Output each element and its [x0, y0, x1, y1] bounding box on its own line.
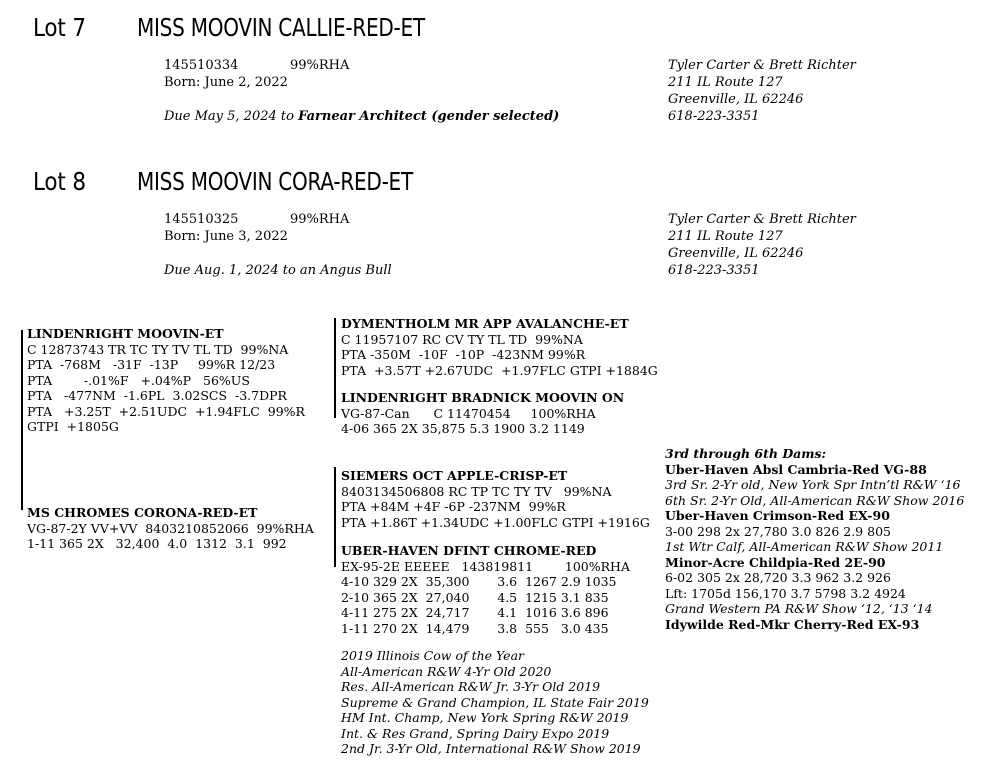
lot-8-details: [164, 211, 392, 279]
lot-8-name: MISS MOOVIN CORA-RED-ET: [137, 167, 413, 196]
pedigree-sire-sire: [341, 316, 658, 378]
pedigree-bracket-sire: [334, 318, 336, 418]
dam-line: VG-87-2Y VV+VV 8403210852066 99%RHA: [27, 520, 314, 536]
lot-7-consignor-phone: 618-223-3351: [668, 109, 760, 124]
dam-sire-line: PTA +84M +4F -6P -237NM 99%R: [341, 499, 566, 514]
dam-sire-line: PTA +1.86T +1.34UDC +1.00FLC GTPI +1916G: [341, 514, 650, 530]
sire-line: PTA +3.25T +2.51UDC +1.94FLC 99%R: [27, 403, 305, 419]
lot-8-consignor-name: Tyler Carter & Brett Richter: [668, 212, 856, 227]
dam-dam-honor: 2019 Illinois Cow of the Year: [341, 648, 525, 663]
sire-line: C 12873743 TR TC TY TV TL TD 99%NA: [27, 341, 289, 357]
dam-5-note: 6-02 305 2x 28,720 3.3 962 3.2 926: [665, 570, 891, 585]
lot-8-consignor-street: 211 IL Route 127: [668, 229, 783, 244]
lot-8-consignor-phone: 618-223-3351: [668, 263, 760, 278]
lot-8-rha: 99%RHA: [290, 212, 350, 227]
dam-dam-line: 2-10 365 2X 27,040 4.5 1215 3.1 835: [341, 589, 609, 605]
sire-dam-line: VG-87-Can C 11470454 100%RHA: [341, 405, 596, 421]
dam-name: MS CHROMES CORONA-RED-ET: [27, 505, 258, 520]
dam-line: 1-11 365 2X 32,400 4.0 1312 3.1 992: [27, 536, 287, 551]
pedigree-dam: [27, 505, 314, 552]
dams-3-6-heading: 3rd through 6th Dams:: [665, 446, 827, 461]
dam-sire-line: 8403134506808 RC TP TC TY TV 99%NA: [341, 483, 612, 499]
pedigree-bracket-main: [21, 330, 23, 510]
pedigree-sire-dam: [341, 390, 624, 437]
sire-sire-line: PTA -350M -10F -10P -423NM 99%R: [341, 347, 586, 362]
dam-5-note: Grand Western PA R&W Show ‘12, ‘13 ‘14: [665, 601, 933, 616]
dam-dam-honor: HM Int. Champ, New York Spring R&W 2019: [341, 710, 629, 725]
dam-6-name: Idywilde Red-Mkr Cherry-Red EX-93: [665, 616, 920, 632]
lot-7-reg: 145510334: [164, 58, 239, 73]
lot-7-rha: 99%RHA: [290, 58, 350, 73]
lot-8-due-prefix: Due Aug. 1, 2024 to an Angus Bull: [164, 263, 392, 278]
sire-line: PTA -.01%F +.04%P 56%US: [27, 372, 250, 388]
dam-3-name: Uber-Haven Absl Cambria-Red VG-88: [665, 461, 927, 477]
sire-sire-line: C 11957107 RC CV TY TL TD 99%NA: [341, 331, 583, 347]
dam-dam-line: 4-11 275 2X 24,717 4.1 1016 3.6 896: [341, 605, 609, 620]
lot-8-label: Lot 8: [33, 167, 86, 196]
dam-dam-honor: Supreme & Grand Champion, IL State Fair 2019: [341, 694, 649, 710]
dam-4-note: 1st Wtr Calf, All-American R&W Show 2011: [665, 539, 944, 554]
lot-7-consignor-street: 211 IL Route 127: [668, 75, 783, 90]
dam-dam-line: 1-11 270 2X 14,479 3.8 555 3.0 435: [341, 620, 609, 636]
sire-dam-line: 4-06 365 2X 35,875 5.3 1900 3.2 1149: [341, 421, 585, 436]
sire-sire-name: DYMENTHOLM MR APP AVALANCHE-ET: [341, 316, 629, 331]
pedigree-dam-sire: [341, 468, 650, 530]
lot-7-consignor: [668, 57, 856, 125]
dam-dam-honor: Int. & Res Grand, Spring Dairy Expo 2019: [341, 725, 610, 741]
lot-7-consignor-city: Greenville, IL 62246: [668, 92, 804, 107]
sire-line: PTA -768M -31F -13P 99%R 12/23: [27, 357, 276, 372]
dam-3-note: 3rd Sr. 2-Yr old, New York Spr Intn’tl R&W ‘16: [665, 477, 961, 492]
dam-dam-honor: 2nd Jr. 3-Yr Old, International R&W Show 2019: [341, 741, 641, 756]
sire-sire-line: PTA +3.57T +2.67UDC +1.97FLC GTPI +1884G: [341, 362, 658, 378]
lot-7-due-sire: Farnear Architect (gender selected): [298, 109, 560, 124]
dam-4-note: 3-00 298 2x 27,780 3.0 826 2.9 805: [665, 523, 891, 539]
lot-7-due: [164, 108, 559, 125]
dam-3-note: 6th Sr. 2-Yr Old, All-American R&W Show 2016: [665, 492, 965, 508]
lot-7-due-prefix: Due May 5, 2024 to: [164, 109, 299, 124]
pedigree-dam-dam: [341, 543, 649, 757]
lot-8-reg: 145510325: [164, 212, 239, 227]
lot-8-consignor: [668, 211, 856, 279]
sire-name: LINDENRIGHT MOOVIN-ET: [27, 326, 224, 341]
pedigree-bracket-dam: [334, 467, 336, 567]
lot-7-details: [164, 57, 559, 125]
dam-4-name: Uber-Haven Crimson-Red EX-90: [665, 508, 890, 523]
lot-7-born: Born: June 2, 2022: [164, 75, 288, 90]
dam-dam-name: UBER-HAVEN DFINT CHROME-RED: [341, 543, 597, 558]
pedigree-sire: [27, 326, 305, 435]
dam-dam-line: 4-10 329 2X 35,300 3.6 1267 2.9 1035: [341, 574, 617, 589]
sire-line: GTPI +1805G: [27, 419, 119, 434]
dam-dam-honor: Res. All-American R&W Jr. 3-Yr Old 2019: [341, 679, 601, 694]
dams-3-6: [665, 446, 964, 632]
dam-dam-line: EX-95-2E EEEEE 143819811 100%RHA: [341, 558, 630, 574]
dam-5-name: Minor-Acre Childpia-Red 2E-90: [665, 554, 886, 570]
dam-sire-name: SIEMERS OCT APPLE-CRISP-ET: [341, 468, 568, 483]
lot-7-name: MISS MOOVIN CALLIE-RED-ET: [137, 13, 425, 42]
dam-5-note: Lft: 1705d 156,170 3.7 5798 3.2 4924: [665, 585, 906, 601]
lot-8-consignor-city: Greenville, IL 62246: [668, 246, 804, 261]
sire-dam-name: LINDENRIGHT BRADNICK MOOVIN ON: [341, 390, 625, 405]
lot-8-born: Born: June 3, 2022: [164, 229, 288, 244]
lot-7-consignor-name: Tyler Carter & Brett Richter: [668, 58, 856, 73]
lot-8-due: [164, 262, 392, 279]
dam-dam-honor: All-American R&W 4-Yr Old 2020: [341, 663, 552, 679]
sire-line: PTA -477NM -1.6PL 3.02SCS -3.7DPR: [27, 388, 287, 403]
lot-7-label: Lot 7: [33, 13, 86, 42]
